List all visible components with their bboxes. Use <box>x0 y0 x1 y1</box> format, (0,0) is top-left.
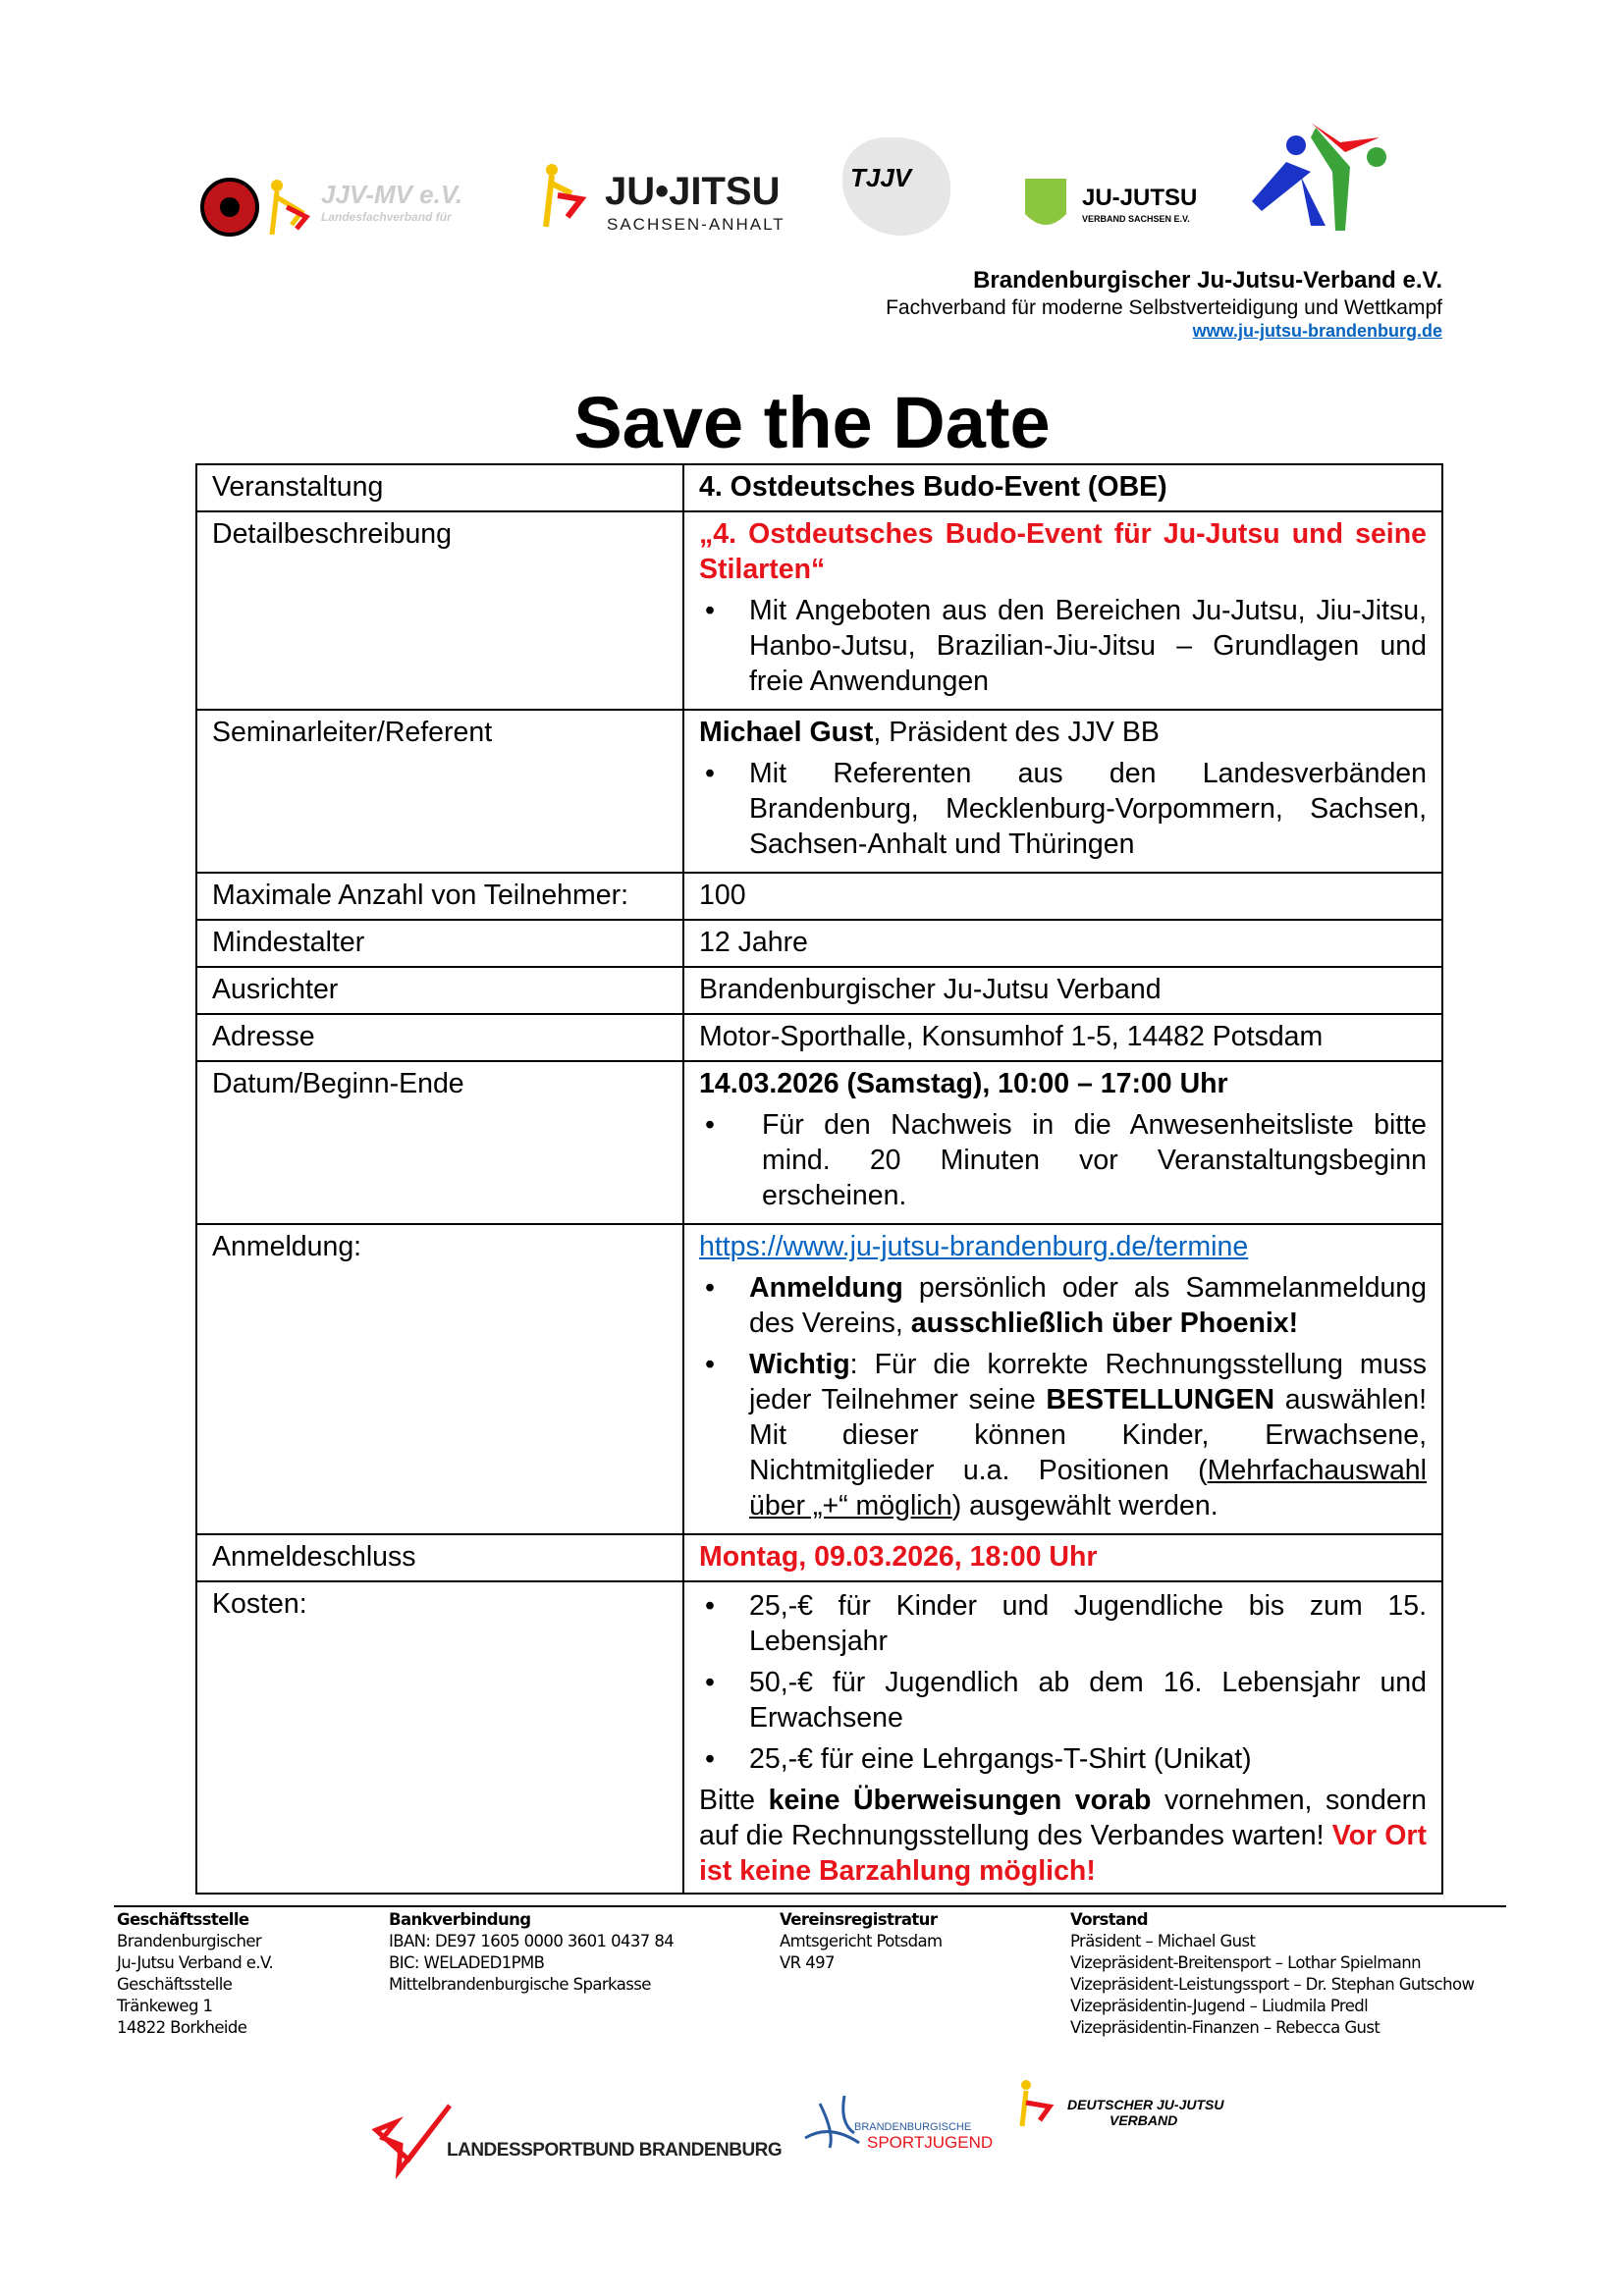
table-row <box>196 1534 1442 1581</box>
referent-role: , Präsident des JJV BB <box>873 717 1160 748</box>
footer-line: Vizepräsident-Breitensport – Lothar Spielmann <box>1070 1953 1421 1972</box>
payment-note <box>699 1783 1427 1889</box>
footer-line: Ju-Jutsu Verband e.V. <box>117 1953 274 1972</box>
registration-link[interactable]: https://www.ju-jutsu-brandenburg.de/termine <box>699 1231 1249 1262</box>
footer-line: Brandenburgischer <box>117 1932 262 1950</box>
footer-line: Vizepräsidentin-Finanzen – Rebecca Gust <box>1070 2018 1380 2037</box>
table-row <box>196 464 1442 511</box>
shield-icon <box>1023 177 1068 236</box>
figure-icon <box>1016 2079 1060 2128</box>
list-item: • 25,-€ für Kinder und Jugendliche bis zum 15. Lebensjahr <box>699 1588 1427 1659</box>
list-item: • Mit Referenten aus den Landesverbänden Brandenburg, Mecklenburg-Vorpommern, Sachsen, Sachsen-Anhalt und Thüringen <box>699 756 1427 862</box>
table-row <box>196 1014 1442 1061</box>
row-label: Detailbeschreibung <box>196 511 683 710</box>
text-bold: keine Überweisungen vorab <box>768 1785 1152 1816</box>
row-value: 12 Jahre <box>683 920 1442 967</box>
logo-subtext: VERBAND SACHSEN E.V. <box>1082 214 1190 224</box>
table-row <box>196 710 1442 873</box>
footer-title: Vorstand <box>1070 1910 1148 1929</box>
table-row <box>196 873 1442 920</box>
footer-line: VR 497 <box>780 1953 835 1972</box>
logo-text: TJJV <box>850 163 912 192</box>
footer-line: Tränkeweg 1 <box>117 1997 213 2015</box>
footer-divider <box>114 1905 1506 1907</box>
text-bold: BESTELLUNGEN <box>1046 1384 1275 1415</box>
footer-line: Vizepräsidentin-Jugend – Liudmila Predl <box>1070 1997 1369 2015</box>
text-bold: Anmeldung <box>749 1272 903 1304</box>
table-row <box>196 1581 1442 1894</box>
footer-vorstand <box>1070 1909 1474 2039</box>
event-date: 14.03.2026 (Samstag), 10:00 – 17:00 Uhr <box>699 1068 1228 1099</box>
row-label: Anmeldeschluss <box>196 1534 683 1581</box>
row-value: 4. Ostdeutsches Budo-Event (OBE) <box>683 464 1442 511</box>
text: Bitte <box>699 1785 769 1816</box>
logo-text: JU-JUTSU <box>1082 185 1198 211</box>
logo-landessportbund <box>371 2101 784 2179</box>
text: auswählen! Mit dieser können Kinder, Erwachsene, Nichtmitglieder u.a. Positionen ( <box>749 1384 1427 1486</box>
footer-title: Bankverbindung <box>389 1910 531 1929</box>
table-row <box>196 920 1442 967</box>
website-link[interactable]: www.ju-jutsu-brandenburg.de <box>1192 321 1442 341</box>
event-table <box>195 463 1443 1895</box>
row-label: Anmeldung: <box>196 1224 683 1534</box>
event-headline: „4. Ostdeutsches Budo-Event für Ju-Jutsu und seine Stilarten“ <box>699 518 1427 585</box>
row-value <box>683 1061 1442 1224</box>
logo-text: LANDESSPORTBUND BRANDENBURG <box>447 2140 783 2161</box>
footer-register <box>780 1909 942 1974</box>
logo-brandenburg-figure <box>1242 118 1399 231</box>
footer-title: Vereinsregistratur <box>780 1910 938 1929</box>
logo-text: BRANDENBURGISCHE <box>854 2121 972 2133</box>
table-row <box>196 967 1442 1014</box>
footer-line: Amtsgericht Potsdam <box>780 1932 943 1950</box>
logo-tjjv <box>842 137 950 236</box>
text: : Für die korrekte Rechnungsstellung muss jeder Teilnehmer seine <box>749 1349 1427 1415</box>
footer-line: Vizepräsident-Leistungssport – Dr. Stephan Gutschow <box>1070 1975 1475 1994</box>
row-value <box>683 1581 1442 1894</box>
footer-line: IBAN: DE97 1605 0000 3601 0437 84 <box>389 1932 675 1950</box>
row-value: Brandenburgischer Ju-Jutsu Verband <box>683 967 1442 1014</box>
list-item: • Mit Angeboten aus den Bereichen Ju-Jutsu, Jiu-Jitsu, Hanbo-Jutsu, Brazilian-Jiu-Jitsu – Grundlagen und freie Anwendungen <box>699 593 1427 699</box>
row-value <box>683 511 1442 710</box>
row-value: 100 <box>683 873 1442 920</box>
footer-geschaeftsstelle <box>117 1909 273 2039</box>
row-value: Motor-Sporthalle, Konsumhof 1-5, 14482 Potsdam <box>683 1014 1442 1061</box>
figure-icon <box>538 162 587 231</box>
logo-jujitsu-sachsen-anhalt <box>538 162 793 236</box>
row-label: Mindestalter <box>196 920 683 967</box>
text: vornehmen, sondern auf die Rechnungsstellung des Verbandes warten! <box>699 1785 1428 1851</box>
row-label: Ausrichter <box>196 967 683 1014</box>
check-icon <box>371 2101 455 2179</box>
row-value <box>683 710 1442 873</box>
org-name: Brandenburgischer Ju-Jutsu-Verband e.V. <box>973 267 1442 294</box>
logo-text: VERBAND <box>1110 2112 1178 2128</box>
footer-line: Geschäftsstelle <box>117 1975 233 1994</box>
table-row <box>196 511 1442 710</box>
logo-text: SPORTJUGEND <box>867 2133 994 2152</box>
text: ) ausgewählt werden. <box>951 1490 1218 1522</box>
logo-jjv-mv <box>198 175 473 243</box>
footer-line: 14822 Borkheide <box>117 2018 247 2037</box>
row-label: Datum/Beginn-Ende <box>196 1061 683 1224</box>
list-item: • 50,-€ für Jugendlich ab dem 16. Lebensjahr und Erwachsene <box>699 1665 1427 1735</box>
logo-subtext: SACHSEN-ANHALT <box>607 215 785 234</box>
footer-bank <box>389 1909 674 1996</box>
footer-title: Geschäftsstelle <box>117 1910 249 1929</box>
seal-icon <box>200 178 259 237</box>
list-item <box>699 1270 1427 1341</box>
figure-icon <box>262 178 311 237</box>
logo-text: DEUTSCHER JU-JUTSU <box>1067 2097 1224 2112</box>
list-item: • 25,-€ für eine Lehrgangs-T-Shirt (Unikat) <box>699 1741 1427 1777</box>
table-row <box>196 1224 1442 1534</box>
text: persönlich oder als Sammelanmeldung des Vereins, <box>749 1272 1427 1339</box>
page-title: Save the Date <box>573 382 1051 463</box>
row-label: Kosten: <box>196 1581 683 1894</box>
logo-text: JJV-MV e.V. <box>321 180 463 209</box>
list-item <box>699 1347 1427 1523</box>
row-value <box>683 1224 1442 1534</box>
text-underlined: Mehrfachauswahl über „+“ möglich <box>749 1455 1427 1522</box>
logo-djjv <box>1016 2079 1232 2138</box>
deadline-value: Montag, 09.03.2026, 18:00 Uhr <box>683 1534 1442 1581</box>
logo-sportjugend <box>800 2094 994 2163</box>
row-label: Maximale Anzahl von Teilnehmer: <box>196 873 683 920</box>
text-warning: Vor Ort ist keine Barzahlung möglich! <box>699 1820 1427 1887</box>
footer-line: BIC: WELADED1PMB <box>389 1953 545 1972</box>
logo-subtext: Landesfachverband für <box>321 210 452 224</box>
row-label: Adresse <box>196 1014 683 1061</box>
footer-line: Mittelbrandenburgische Sparkasse <box>389 1975 651 1994</box>
org-tagline: Fachverband für moderne Selbstverteidigung und Wettkampf <box>886 296 1442 319</box>
referent-name: Michael Gust <box>699 717 874 748</box>
text-bold: Wichtig <box>749 1349 850 1380</box>
row-label: Seminarleiter/Referent <box>196 710 683 873</box>
table-row <box>196 1061 1442 1224</box>
logo-text: JU•JITSU <box>605 170 781 213</box>
text-bold: ausschließlich über Phoenix! <box>910 1308 1299 1339</box>
list-item: • Für den Nachweis in die Anwesenheitsliste bitte mind. 20 Minuten vor Veranstaltungsbeginn erscheinen. <box>699 1107 1427 1213</box>
footer-line: Präsident – Michael Gust <box>1070 1932 1256 1950</box>
logo-jujutsu-sachsen <box>1021 173 1208 238</box>
row-label: Veranstaltung <box>196 464 683 511</box>
